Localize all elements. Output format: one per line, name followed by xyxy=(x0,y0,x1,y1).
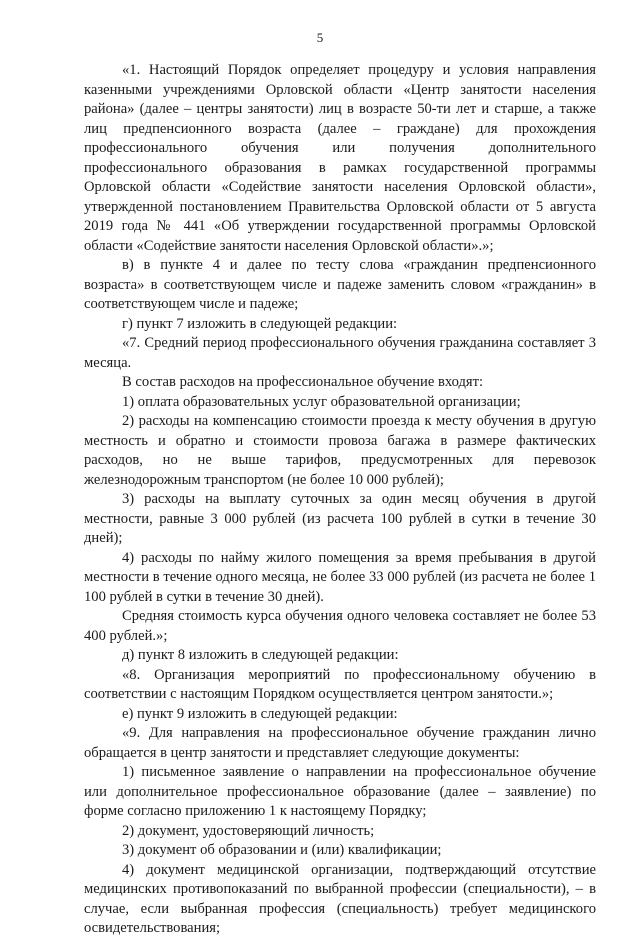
paragraph: 2) расходы на компенсацию стоимости проезда к месту обучения в другую местность и обратно и стоимости провоза багажа в размере фактических расходов, но не выше тарифов, предусмотренных для перевозок железнодорожным транспортом (не более 10 000 рублей); xyxy=(84,413,596,488)
paragraph: 3) документ об образовании и (или) квалификации; xyxy=(122,842,442,858)
paragraph: «1. Настоящий Порядок определяет процедуру и условия направления казенными учреждениями Орловской области «Центр занятости населения района» (далее – центры занятости) лиц в возрасте 50-ти лет и старше, а также лиц предпенсионного возраста (далее – граждане) для прохождения профессионального обучения или получения дополнительного профессионального образования в рамках государственной программы Орловской области «Содействие занятости населения Орловской области», утвержденной постановлением Правительства Орловской области от 5 августа 2019 года № 441 «Об утверждении государственной программы Орловской области «Содействие занятости населения Орловской области».»; xyxy=(84,62,596,254)
paragraph: 4) документ медицинской организации, подтверждающий отсутствие медицинских противопоказаний по выбранной профессии (специальности), – в случае, если выбранная профессия (специальность) требует медицинского освидетельствования; xyxy=(84,861,596,936)
paragraph: «7. Средний период профессионального обучения гражданина составляет 3 месяца. xyxy=(84,335,596,371)
paragraph: 1) письменное заявление о направлении на профессиональное обучение или дополнительное профессиональное образование (далее – заявление) по форме согласно приложению 1 к настоящему Порядку; xyxy=(84,764,596,819)
paragraph: в) в пункте 4 и далее по тесту слова «гражданин предпенсионного возраста» в соответствующем числе и падеже заменить словом «гражданин» в соответствующем числе и падеже; xyxy=(84,257,596,312)
paragraph: «9. Для направления на профессиональное обучение гражданин лично обращается в центр занятости и представляет следующие документы: xyxy=(84,725,596,761)
paragraph: Средняя стоимость курса обучения одного человека составляет не более 53 400 рублей.»; xyxy=(84,608,596,644)
document-body xyxy=(84,61,596,939)
paragraph: «8. Организация мероприятий по профессиональному обучению в соответствии с настоящим Порядком осуществляется центром занятости.»; xyxy=(84,666,596,702)
paragraph: 3) расходы на выплату суточных за один месяц обучения в другой местности, равные 3 000 рублей (из расчета 100 рублей в сутки в течение 30 дней); xyxy=(84,491,596,546)
paragraph: В состав расходов на профессиональное обучение входят: xyxy=(122,374,484,390)
page-number: 5 xyxy=(316,30,324,45)
paragraph: е) пункт 9 изложить в следующей редакции: xyxy=(122,705,398,722)
paragraph: д) пункт 8 изложить в следующей редакции: xyxy=(122,647,399,663)
paragraph: 4) расходы по найму жилого помещения за время пребывания в другой местности в течение одного месяца, не более 33 000 рублей (из расчета не более 1 100 рублей в сутки в течение 30 дней). xyxy=(84,549,596,605)
paragraph: 2) документ, удостоверяющий личность; xyxy=(122,822,375,839)
paragraph: 1) оплата образовательных услуг образовательной организации; xyxy=(122,393,521,410)
paragraph: г) пункт 7 изложить в следующей редакции: xyxy=(122,315,398,332)
